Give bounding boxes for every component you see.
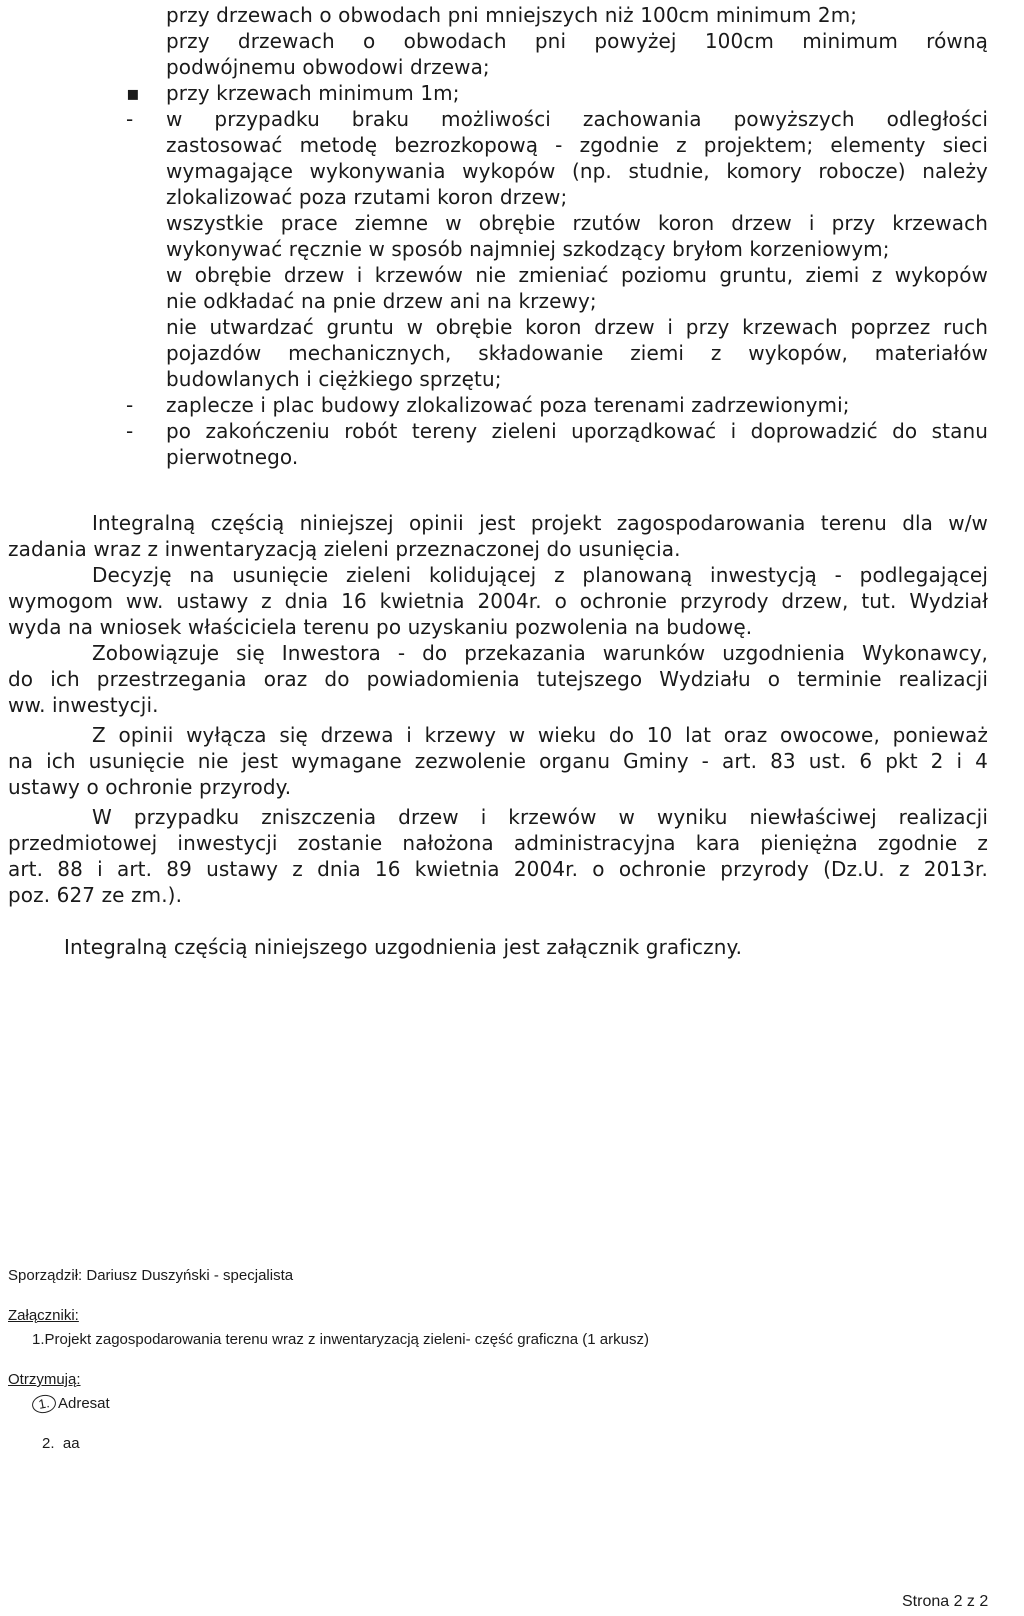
- paragraph-line: Zobowiązuje się Inwestora - do przekazania warunków uzgodnienia Wykonawcy,: [92, 641, 988, 665]
- list-line: pierwotnego.: [166, 445, 299, 469]
- paragraph-line: Integralną częścią niniejszej opinii jest projekt zagospodarowania terenu dla w/w: [92, 511, 988, 535]
- list-line: podwójnemu obwodowi drzewa;: [166, 55, 490, 79]
- list-line: w obrębie drzew i krzewów nie zmieniać poziomu gruntu, ziemi z wykopów: [166, 263, 988, 287]
- paragraph-line: zadania wraz z inwentaryzacją zieleni przeznaczonej do usunięcia.: [8, 537, 681, 561]
- recipient-name: aa: [62, 1435, 80, 1452]
- paragraph-line: przedmiotowej inwestycji zostanie nałożona administracyjna kara pieniężna zgodnie z: [8, 831, 988, 855]
- attachments-label: Załączniki:: [8, 1307, 79, 1324]
- list-line: w przypadku braku możliwości zachowania powyższych odległości: [166, 107, 988, 131]
- dash-marker: -: [126, 107, 134, 131]
- recipient-number: 2.: [42, 1435, 55, 1452]
- paragraph-line: do ich przestrzegania oraz do powiadomienia tutejszego Wydziału o terminie realizacji: [8, 667, 988, 691]
- list-line: nie utwardzać gruntu w obrębie koron drzew i przy krzewach poprzez ruch: [166, 315, 988, 339]
- paragraph-line: W przypadku zniszczenia drzew i krzewów w wyniku niewłaściwej realizacji: [92, 805, 988, 829]
- recipient-item: [42, 1434, 80, 1454]
- dash-marker: -: [126, 393, 134, 417]
- paragraph-line: wymogom ww. ustawy z dnia 16 kwietnia 2004r. o ochronie przyrody drzew, tut. Wydział: [8, 589, 988, 613]
- paragraph-line: art. 88 i art. 89 ustawy z dnia 16 kwietnia 2004r. o ochronie przyrody (Dz.U. z 2013r.: [8, 857, 988, 881]
- recipients-label: Otrzymują:: [8, 1371, 81, 1388]
- page-number: Strona 2 z 2: [902, 1593, 989, 1610]
- paragraph-line: Decyzję na usunięcie zieleni kolidującej z planowaną inwestycją - podlegającej: [92, 563, 988, 587]
- list-line: pojazdów mechanicznych, składowanie ziemi z wykopów, materiałów: [166, 341, 988, 365]
- list-line: przy krzewach minimum 1m;: [166, 81, 460, 105]
- list-line: wymagające wykonywania wykopów (np. studnie, komory robocze) należy: [166, 159, 988, 183]
- list-line: budowlanych i ciężkiego sprzętu;: [166, 367, 502, 391]
- dash-marker: -: [126, 419, 134, 443]
- list-line: nie odkładać na pnie drzew ani na krzewy;: [166, 289, 597, 313]
- list-line: zlokalizować poza rzutami koron drzew;: [166, 185, 568, 209]
- list-line: zaplecze i plac budowy zlokalizować poza terenami zadrzewionymi;: [166, 393, 850, 417]
- circled-number: 1.: [31, 1393, 58, 1415]
- list-line: wszystkie prace ziemne w obrębie rzutów koron drzew i przy krzewach: [166, 211, 988, 235]
- list-line: przy drzewach o obwodach pni powyżej 100cm minimum równą: [166, 29, 988, 53]
- list-line: przy drzewach o obwodach pni mniejszych niż 100cm minimum 2m;: [166, 3, 858, 27]
- recipient-item: [32, 1394, 110, 1414]
- paragraph-line: Integralną częścią niniejszego uzgodnienia jest załącznik graficzny.: [64, 935, 743, 959]
- paragraph-line: ustawy o ochronie przyrody.: [8, 775, 292, 799]
- paragraph-line: na ich usunięcie nie jest wymagane zezwolenie organu Gminy - art. 83 ust. 6 pkt 2 i 4: [8, 749, 988, 773]
- prepared-by: Sporządził: Dariusz Duszyński - specjalista: [8, 1267, 294, 1284]
- list-line: po zakończeniu robót tereny zieleni uporządkować i doprowadzić do stanu: [166, 419, 988, 443]
- list-line: wykonywać ręcznie w sposób najmniej szkodzący bryłom korzeniowym;: [166, 237, 890, 261]
- paragraph-line: wyda na wniosek właściciela terenu po uzyskaniu pozwolenia na budowę.: [8, 615, 753, 639]
- bullet-marker: ▪: [126, 81, 140, 105]
- recipient-name: Adresat: [58, 1395, 110, 1412]
- paragraph-line: poz. 627 ze zm.).: [8, 883, 183, 907]
- attachment-item: 1.Projekt zagospodarowania terenu wraz z inwentaryzacją zieleni- część graficzna (1 arkusz): [32, 1331, 649, 1348]
- paragraph-line: Z opinii wyłącza się drzewa i krzewy w wieku do 10 lat oraz owocowe, ponieważ: [92, 723, 988, 747]
- list-line: zastosować metodę bezrozkopową - zgodnie z projektem; elementy sieci: [166, 133, 988, 157]
- paragraph-line: ww. inwestycji.: [8, 693, 159, 717]
